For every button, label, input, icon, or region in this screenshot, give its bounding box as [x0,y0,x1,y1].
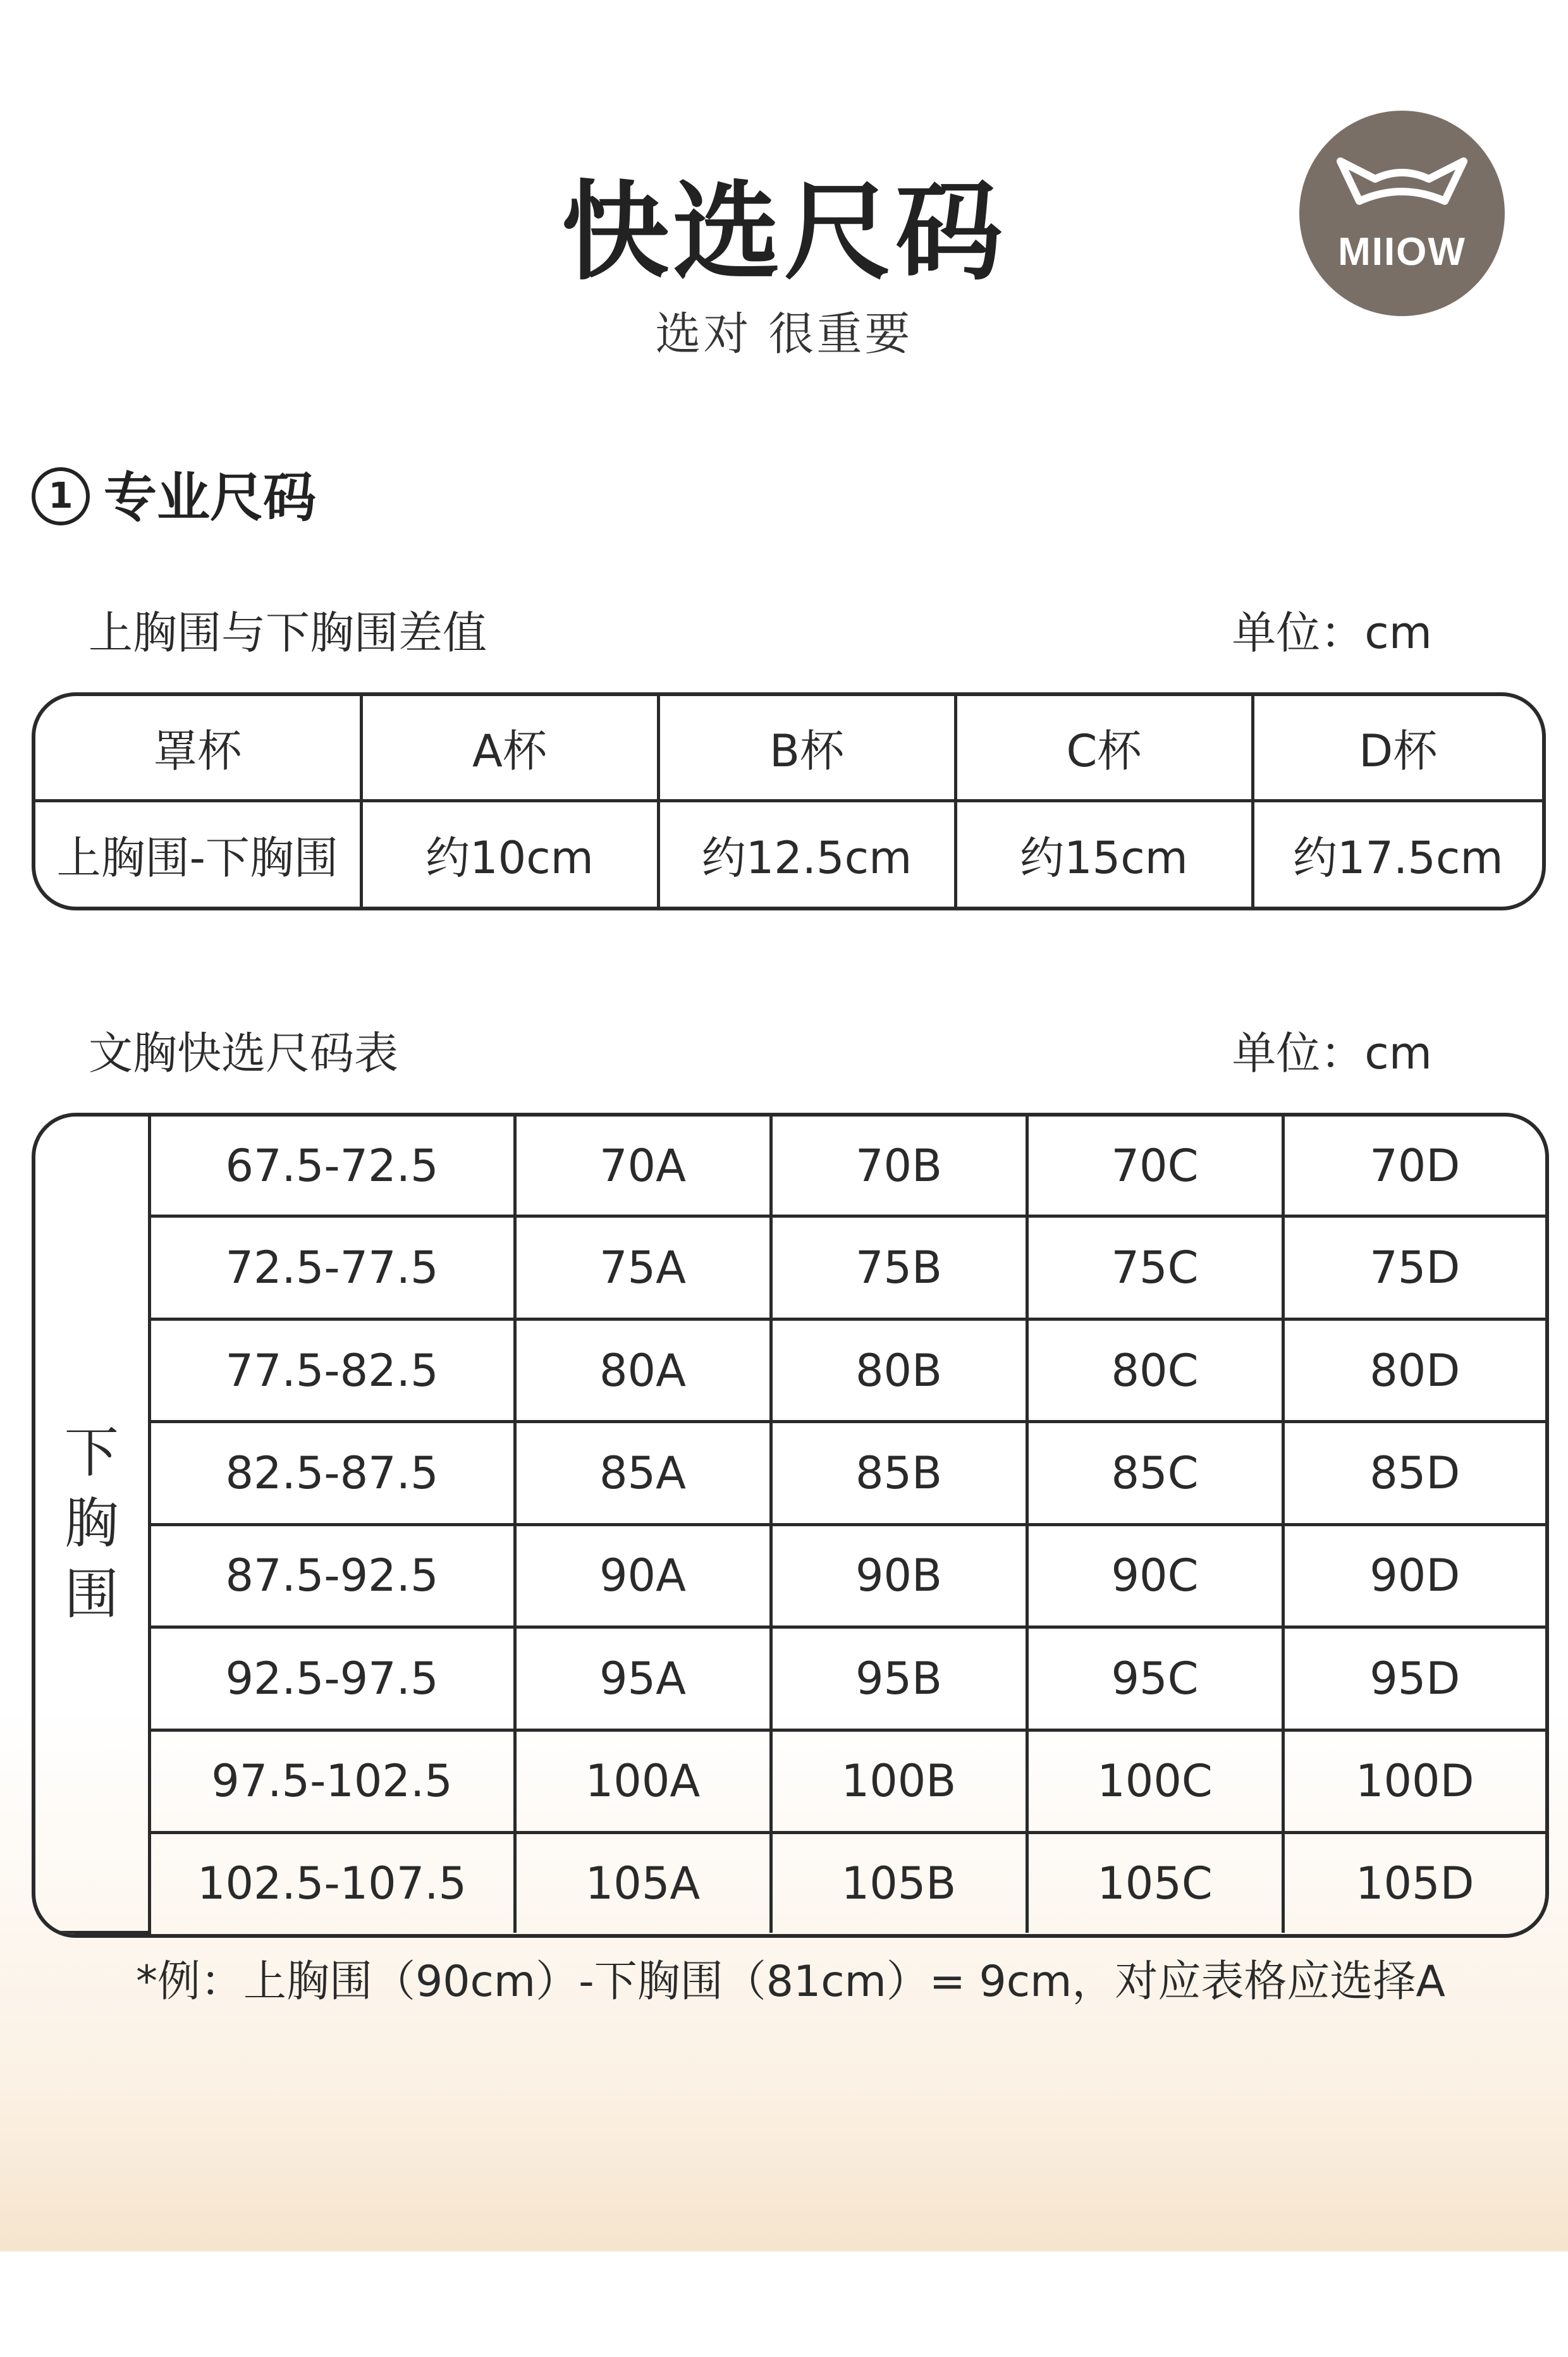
section-heading [32,455,316,532]
size-cell: 75B [771,1216,1027,1319]
size-chart-table [32,1113,1549,1938]
size-row [35,1524,1545,1627]
page-subtitle: 选对 很重要 [655,307,913,360]
underbust-range-cell: 67.5-72.5 [149,1117,515,1216]
size-table-unit: 单位：cm [1232,1027,1432,1079]
cup-value-cell: 约12.5cm [658,800,955,907]
size-cell: 70C [1027,1117,1283,1216]
cup-header-cell: D杯 [1253,696,1542,800]
cup-header-row [35,696,1542,800]
size-cell: 100B [771,1730,1027,1832]
example-note: *例：上胸围（90cm）-下胸围（81cm）= 9cm，对应表格应选择A [136,1957,1445,2007]
side-label-cell [35,1117,149,1933]
underbust-range-cell: 72.5-77.5 [149,1216,515,1319]
size-cell: 80D [1283,1319,1545,1421]
size-row [35,1422,1545,1524]
size-row [35,1833,1545,1933]
size-cell: 90C [1027,1524,1283,1627]
underbust-range-cell: 77.5-82.5 [149,1319,515,1421]
size-cell: 95A [515,1627,771,1730]
size-cell: 70B [771,1117,1027,1216]
cup-value-cell: 上胸围-下胸围 [35,800,361,907]
cup-value-row [35,800,1542,907]
size-cell: 85A [515,1422,771,1524]
size-cell: 95B [771,1627,1027,1730]
size-row [35,1730,1545,1832]
cup-header-cell: 罩杯 [35,696,361,800]
size-row [35,1117,1545,1216]
size-cell: 100C [1027,1730,1283,1832]
cup-value-cell: 约17.5cm [1253,800,1542,907]
size-cell: 100A [515,1730,771,1832]
cup-header-cell: B杯 [658,696,955,800]
size-row [35,1216,1545,1319]
size-cell: 95D [1283,1627,1545,1730]
size-cell: 100D [1283,1730,1545,1832]
size-cell: 90B [771,1524,1027,1627]
size-cell: 105A [515,1833,771,1933]
side-label: 下 胸 围 [64,1421,119,1626]
size-cell: 80A [515,1319,771,1421]
size-cell: 75C [1027,1216,1283,1319]
size-cell: 105C [1027,1833,1283,1933]
size-cell: 95C [1027,1627,1283,1730]
underbust-range-cell: 102.5-107.5 [149,1833,515,1933]
size-cell: 80B [771,1319,1027,1421]
underbust-range-cell: 92.5-97.5 [149,1627,515,1730]
size-cell: 105D [1283,1833,1545,1933]
size-cell: 105B [771,1833,1027,1933]
cup-value-cell: 约10cm [361,800,658,907]
underbust-range-cell: 82.5-87.5 [149,1422,515,1524]
size-cell: 75D [1283,1216,1545,1319]
size-row [35,1319,1545,1421]
size-cell: 85C [1027,1422,1283,1524]
logo-text: MIIOW [1338,230,1466,274]
size-row [35,1627,1545,1730]
size-table-label: 文胸快选尺码表 [89,1027,398,1079]
size-cell: 70D [1283,1117,1545,1216]
underbust-range-cell: 87.5-92.5 [149,1524,515,1627]
section-number: 1 [32,467,90,525]
size-cell: 70A [515,1117,771,1216]
cup-header-cell: A杯 [361,696,658,800]
cup-header-cell: C杯 [955,696,1253,800]
section-title: 专业尺码 [104,467,317,529]
cup-value-cell: 约15cm [955,800,1253,907]
cup-table-label: 上胸围与下胸围差值 [89,607,487,659]
cup-difference-table [32,692,1546,910]
underbust-range-cell: 97.5-102.5 [149,1730,515,1832]
size-cell: 80C [1027,1319,1283,1421]
page-title: 快选尺码 [561,170,1007,295]
size-cell: 85B [771,1422,1027,1524]
size-cell: 85D [1283,1422,1545,1524]
cat-ears-icon [1334,154,1470,223]
size-cell: 75A [515,1216,771,1319]
size-cell: 90D [1283,1524,1545,1627]
size-cell: 90A [515,1524,771,1627]
brand-logo [1299,111,1505,316]
cup-table-unit: 单位：cm [1232,607,1432,659]
